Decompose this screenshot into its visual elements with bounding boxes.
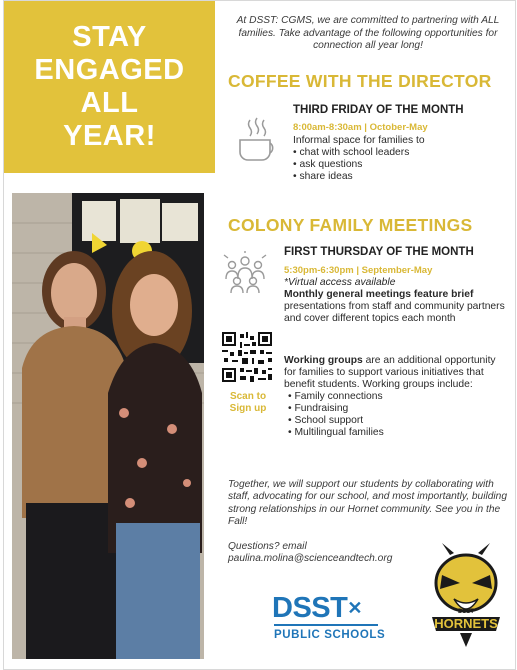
list-item: • School support — [288, 415, 508, 427]
list-item: • Multilingual families — [288, 427, 508, 439]
flyer-page — [3, 0, 516, 670]
coffee-title: COFFEE WITH THE DIRECTOR — [228, 71, 492, 91]
dsst-logo-text: DSST✕ — [272, 592, 362, 624]
dsst-logo-subtext: PUBLIC SCHOOLS — [274, 629, 386, 641]
intro-text: At DSST: CGMS, we are committed to partnering with ALL families. Take advantage of the following opportunities for connection all year long! — [236, 15, 500, 51]
coffee-cup-icon — [236, 116, 280, 164]
working-bold: Working groups — [284, 355, 363, 366]
list-item: • Fundraising — [288, 403, 508, 415]
monthly-text: presentations from staff and community partners and cover different topics each month — [284, 301, 505, 324]
banner-line: ENGAGED — [34, 54, 185, 86]
scan-to-sign-up — [222, 391, 274, 415]
list-item: • ask questions — [293, 159, 503, 171]
people-group-icon — [220, 251, 270, 295]
monthly-bold: Monthly general meetings feature brief — [284, 289, 474, 300]
coffee-list — [293, 147, 503, 183]
mascot-text: HORNETS — [434, 616, 498, 631]
colony-subtitle: FIRST THURSDAY OF THE MONTH — [284, 246, 474, 258]
photo-staff — [12, 193, 204, 659]
colony-time: 5:30pm-6:30pm | September-May — [284, 265, 433, 276]
logo-divider — [274, 624, 378, 626]
questions-label: Questions? email — [228, 541, 307, 552]
banner-line: YEAR! — [63, 120, 156, 152]
coffee-description: Informal space for families to — [293, 135, 425, 146]
coffee-time: 8:00am-8:30am | October-May — [293, 122, 428, 133]
working-groups-list — [288, 391, 508, 439]
list-item: • chat with school leaders — [293, 147, 503, 159]
colony-monthly — [284, 289, 508, 325]
closing-text: Together, we will support our students by collaborating with staff, advocating for our school, and most importantly, building strong relationships in our Hornet community. See you in the Fall! — [228, 479, 507, 527]
photo-illustration — [12, 193, 204, 659]
list-item: • share ideas — [293, 171, 503, 183]
qr-code[interactable] — [222, 332, 272, 382]
scan-line: Sign up — [229, 403, 267, 414]
dsst-logo — [272, 593, 408, 641]
coffee-subtitle: THIRD FRIDAY OF THE MONTH — [293, 104, 464, 116]
colony-working-groups — [284, 355, 508, 439]
coffee-body — [293, 135, 503, 183]
list-item: • Family connections — [288, 391, 508, 403]
hornet-mascot-logo — [420, 541, 512, 661]
contact-email[interactable]: paulina.molina@scienceandtech.org — [228, 553, 393, 565]
header-banner — [4, 1, 215, 173]
colony-virtual: *Virtual access available — [284, 277, 396, 288]
scan-line: Scan to — [229, 391, 267, 402]
banner-line: ALL — [80, 87, 139, 119]
colony-title: COLONY FAMILY MEETINGS — [228, 215, 473, 235]
mascot-small-text: DSST — [457, 609, 475, 615]
banner-line: STAY — [72, 21, 147, 53]
working-text: are an additional opportunity for families to support various initiatives that benefit students. Working groups include: — [284, 355, 496, 390]
